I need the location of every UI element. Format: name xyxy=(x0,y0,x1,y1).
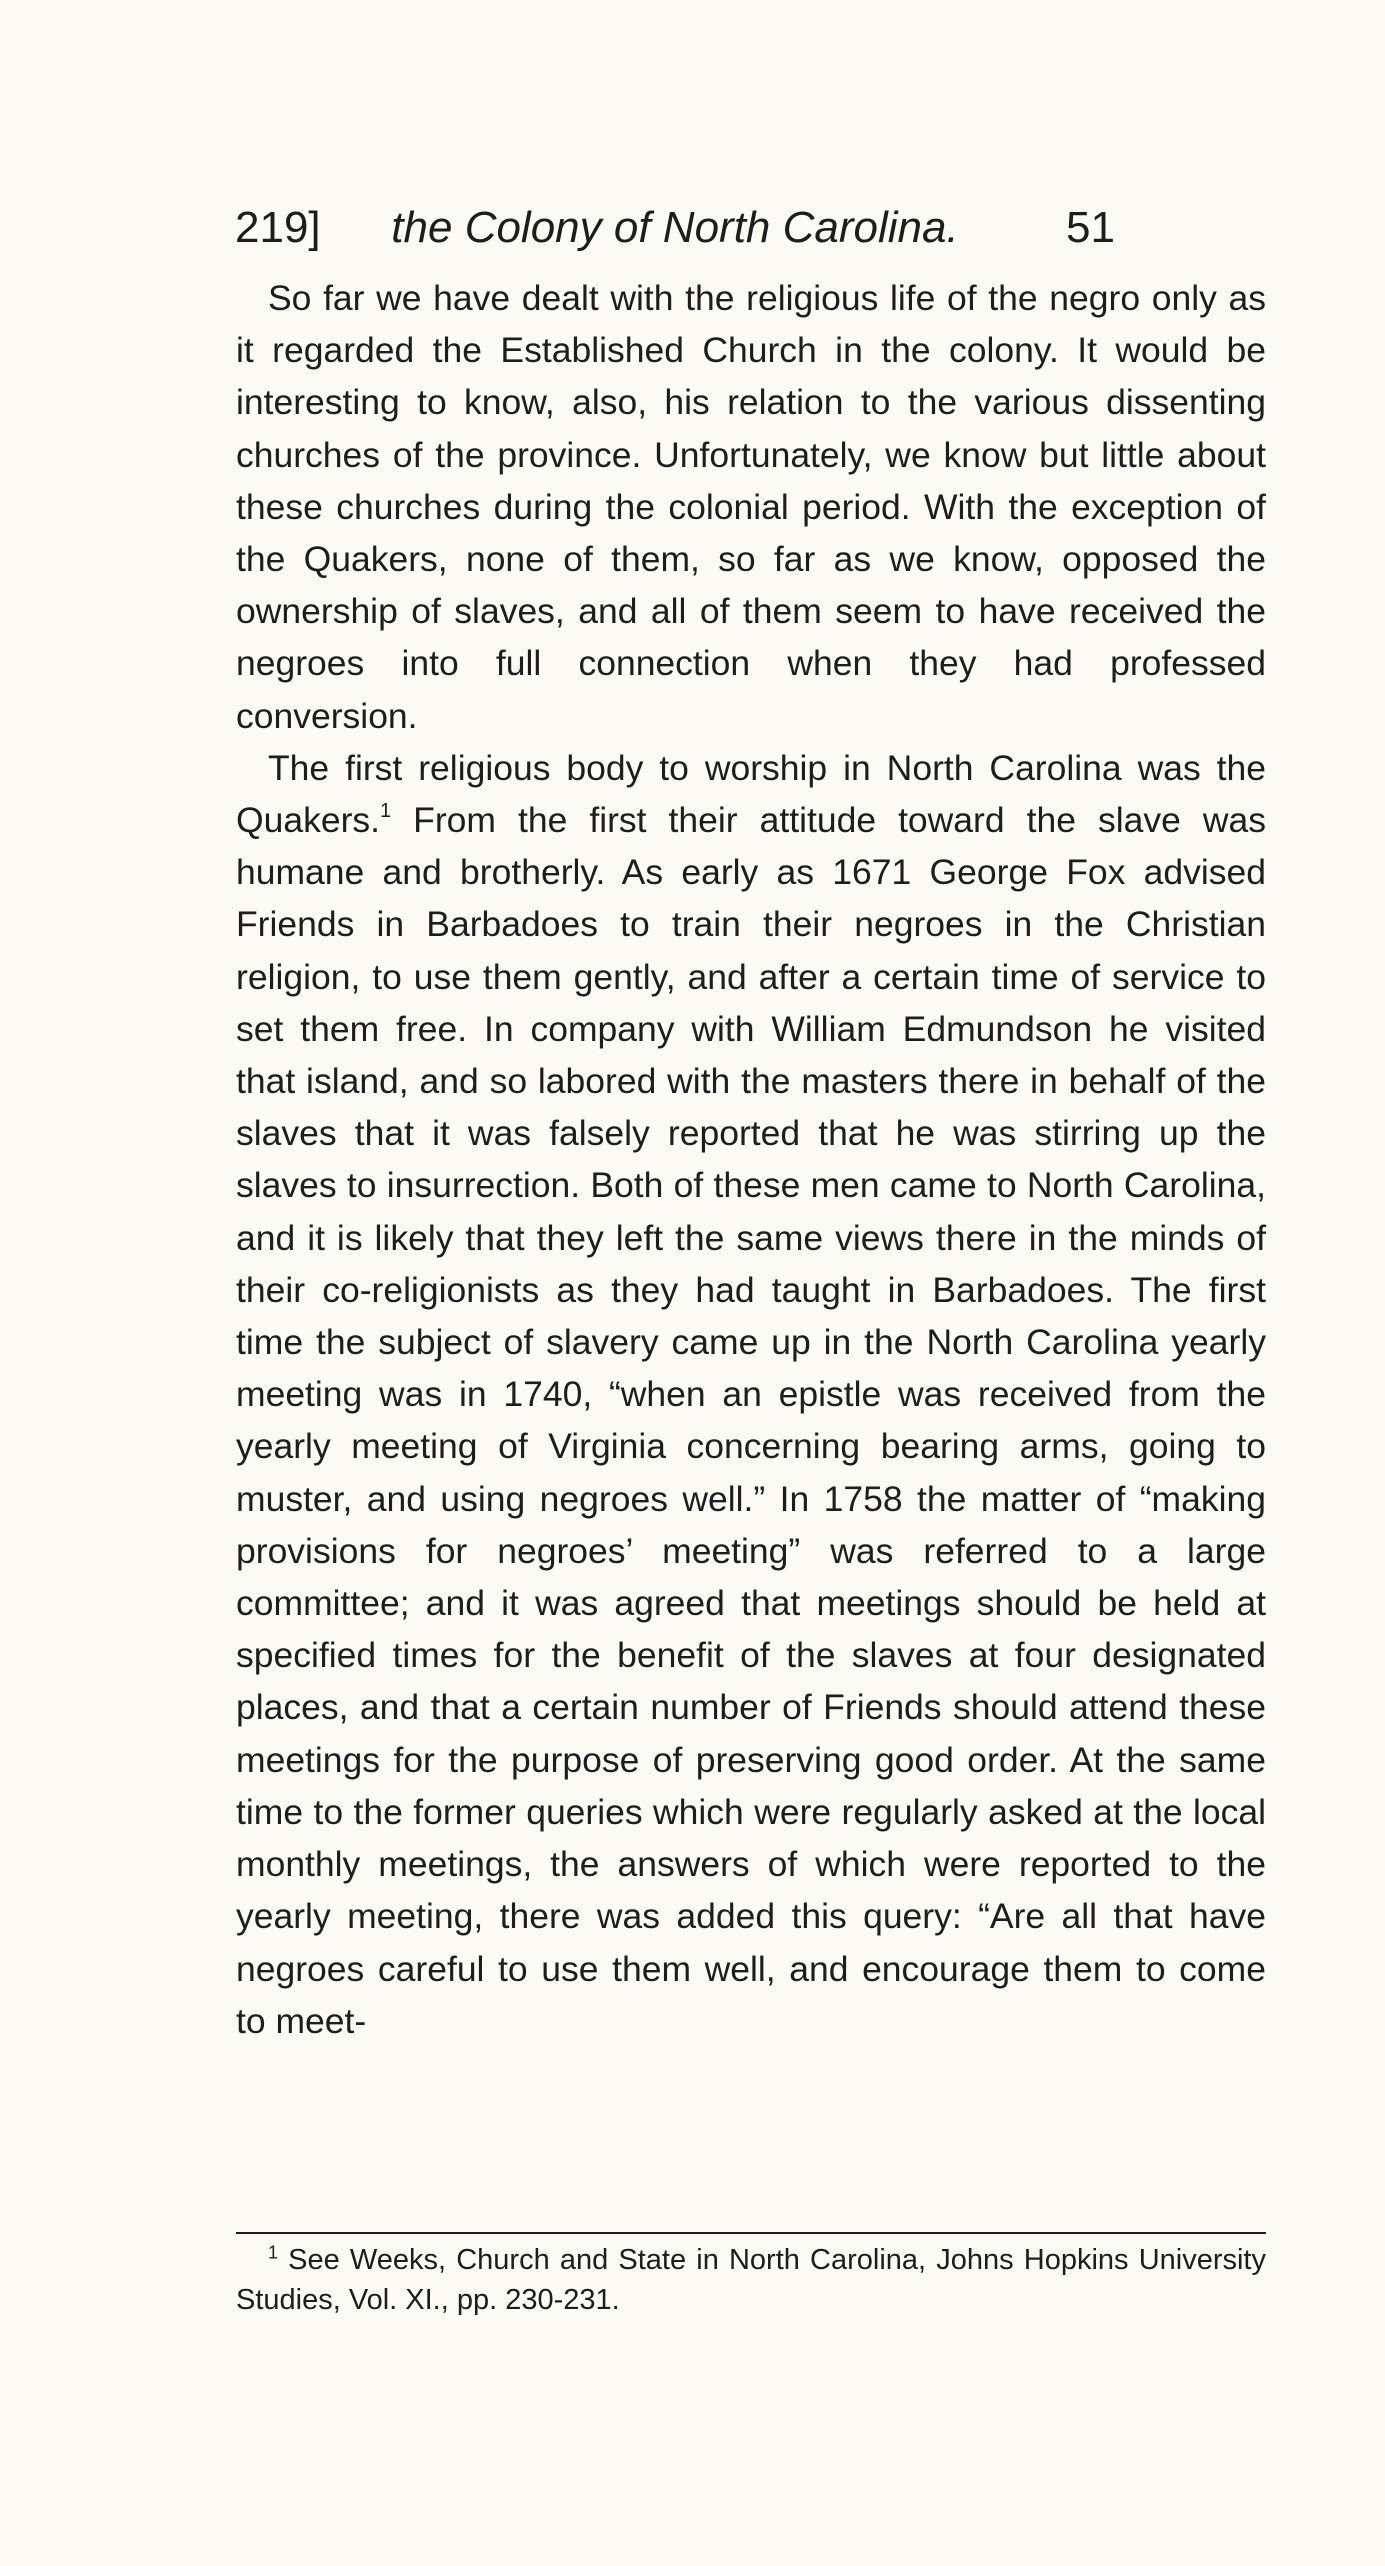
paragraph-2 xyxy=(236,742,1266,2047)
paragraph-2-rest: From the first their attitude toward the slave was humane and brotherly. As early as 1671 George Fox advised Friends in Barbadoes to train their negroes in the Christian religion, to use them gently, and after a certain time of service to set them free. In company with William Edmundson he visited that island, and so labored with the masters there in behalf of the slaves that it was falsely reported that he was stirring up the slaves to insurrection. Both of these men came to North Carolina, and it is likely that they left the same views there in the minds of their co-religionists as they had taught in Barbadoes. The first time the subject of slavery came up in the North Carolina yearly meeting was in 1740, “when an epistle was received from the yearly meeting of Virginia concerning bearing arms, going to muster, and using negroes well.” In 1758 the matter of “making provisions for negroes’ meeting” was referred to a large committee; and it was agreed that meetings should be held at specified times for the benefit of the slaves at four designated places, and that a certain number of Friends should attend these meetings for the purpose of preserving good order. At the same time to the former queries which were regularly asked at the local monthly meetings, the answers of which were reported to the yearly meeting, there was added this query: “Are all that have negroes careful to use them well, and encourage them to come to meet- xyxy=(236,800,1266,2041)
footnote-reference: 1 xyxy=(380,800,392,823)
header-page-reference: 219] xyxy=(235,203,321,252)
footnote-text: See Weeks, Church and State in North Carolina, Johns Hopkins University Studies, Vol. XI., pp. 230-231. xyxy=(236,2244,1266,2316)
footnote xyxy=(236,2240,1266,2320)
footnote-mark: 1 xyxy=(268,2242,279,2263)
footnote-divider xyxy=(236,2232,1266,2234)
header-running-title: the Colony of North Carolina. xyxy=(391,203,959,252)
body-text xyxy=(236,272,1266,2047)
running-header xyxy=(235,198,1115,258)
paragraph-1: So far we have dealt with the religious life of the negro only as it regarded the Established Church in the colony. It would be interesting to know, also, his relation to the various dissenting churches of the province. Unfortunately, we know but little about these churches during the colonial period. With the exception of the Quakers, none of them, so far as we know, opposed the ownership of slaves, and all of them seem to have received the negroes into full connection when they had professed conversion. xyxy=(236,278,1266,736)
page-number: 51 xyxy=(1066,203,1115,252)
paragraph-2-start: The first religious body to worship in North Carolina was the Quakers. xyxy=(236,747,1266,841)
